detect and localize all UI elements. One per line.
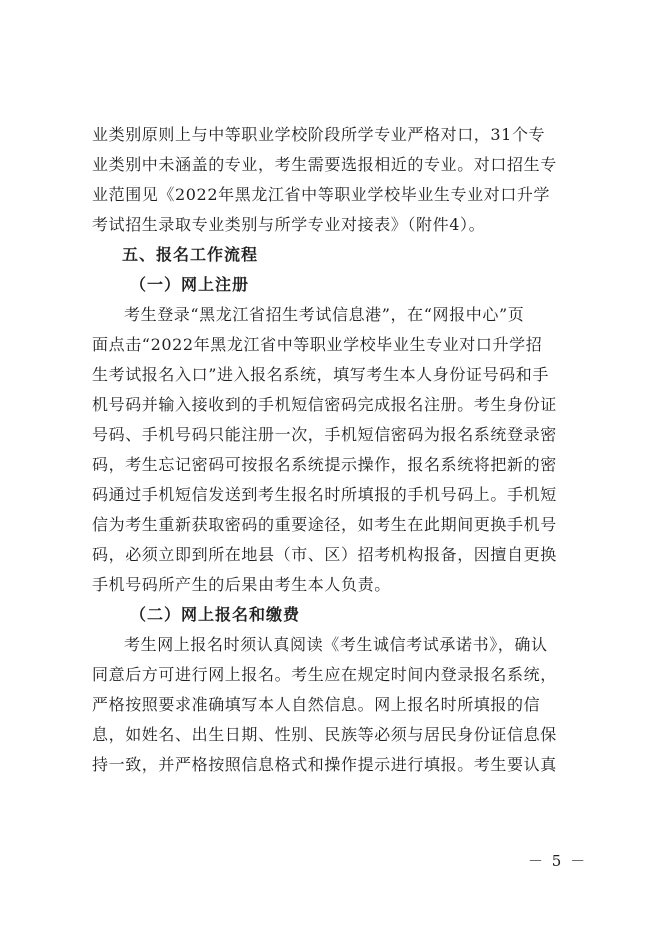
page-number: － 5 － (528, 852, 588, 870)
paragraph-line: 持一致，并严格按照信息格式和操作提示进行填报。考生要认真 (92, 755, 557, 774)
paragraph-line: 业类别原则上与中等职业学校阶段所学专业严格对口，31个专 (92, 125, 546, 144)
paragraph-line: 面点击“2022年黑龙江省中等职业学校毕业生专业对口升学招 (92, 335, 543, 354)
subsection-heading: （二）网上报名和缴费 (130, 605, 301, 624)
paragraph-line: 严格按照要求准确填写本人自然信息。网上报名时所填报的信 (92, 695, 541, 714)
paragraph-line: 同意后方可进行网上报名。考生应在规定时间内登录报名系统， (92, 665, 557, 684)
paragraph-line: 码通过手机短信发送到考生报名时所填报的手机号码上。手机短 (92, 485, 557, 504)
paragraph-line: 信为考生重新获取密码的重要途径，如考生在此期间更换手机号 (92, 515, 557, 534)
paragraph-line: 考生登录“黑龙江省招生考试信息港”，在“网报中心”页 (124, 305, 525, 324)
paragraph-line: 号码、手机号码只能注册一次，手机短信密码为报名系统登录密 (92, 425, 557, 444)
paragraph-line: 业类别中未涵盖的专业，考生需要选报相近的专业。对口招生专 (92, 155, 557, 174)
paragraph-line: 业范围见《2022年黑龙江省中等职业学校毕业生专业对口升学 (92, 185, 551, 204)
paragraph-line: 机号码并输入接收到的手机短信密码完成报名注册。考生身份证 (92, 395, 557, 414)
subsection-heading: （一）网上注册 (130, 275, 250, 294)
section-heading: 五、报名工作流程 (122, 245, 259, 264)
paragraph-line: 息，如姓名、出生日期、性别、民族等必须与居民身份证信息保 (92, 725, 557, 744)
paragraph-line: 码，考生忘记密码可按报名系统提示操作，报名系统将把新的密 (92, 455, 557, 474)
paragraph-line: 考生网上报名时须认真阅读《考生诚信考试承诺书》，确认 (124, 635, 548, 654)
paragraph-line: 手机号码所产生的后果由考生本人负责。 (92, 575, 391, 594)
paragraph-line: 生考试报名入口”进入报名系统，填写考生本人身份证号码和手 (92, 365, 549, 384)
paragraph-line: 考试招生录取专业类别与所学专业对接表》（附件4）。 (92, 215, 486, 234)
document-body (92, 120, 584, 780)
paragraph-line: 码，必须立即到所在地县（市、区）招考机构报备，因擅自更换 (92, 545, 557, 564)
